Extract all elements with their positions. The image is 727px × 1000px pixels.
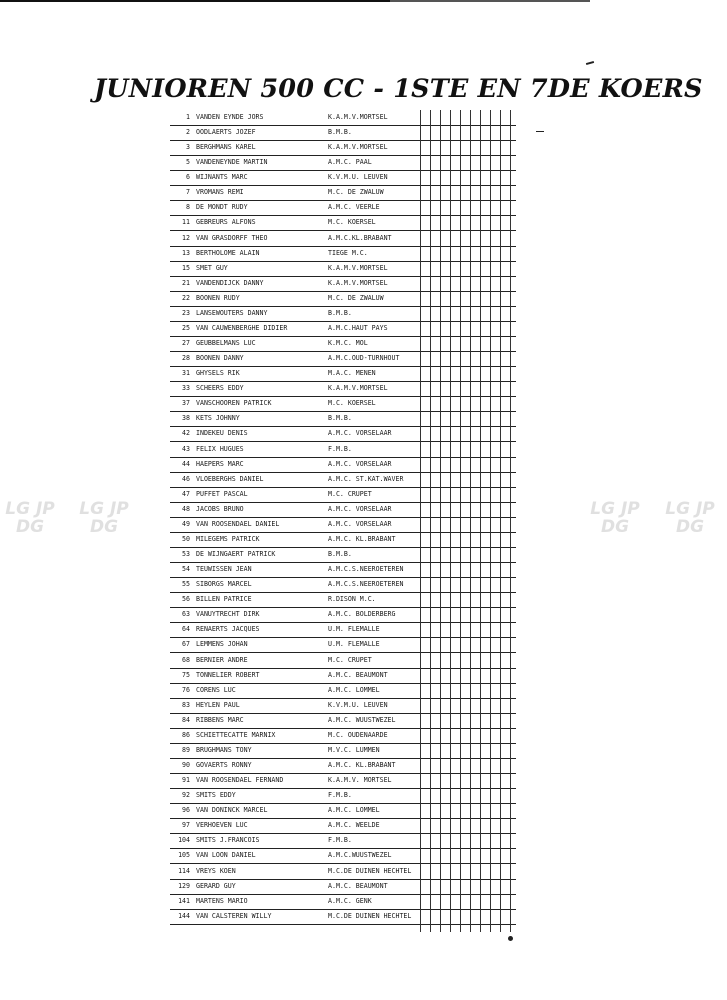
rider-club: A.M.C.HAUT PAYS [328,323,388,332]
rider-name: LEMMENS JOHAN [196,640,248,649]
rider-club: A.M.C. VORSELAAR [328,459,392,468]
table-row [170,306,516,322]
rider-club: B.M.B. [328,308,352,317]
table-row [170,773,516,789]
rider-club: A.M.C. LOMMEL [328,806,380,815]
rider-club: B.M.B. [328,550,352,559]
rider-name: TEUWISSEN JEAN [196,565,252,574]
grid-line [480,110,481,932]
rider-club: M.C. OUDENAARDE [328,730,388,739]
rider-number: 144 [178,911,190,920]
table-row [170,411,516,427]
rider-club: U.M. FLEMALLE [328,640,380,649]
rider-club: A.M.C. PAAL [328,158,372,167]
rider-club: K.A.M.V.MORTSEL [328,278,388,287]
table-row [170,472,516,488]
rider-name: BERTHOLOME ALAIN [196,248,260,257]
rider-number: 37 [182,399,190,408]
table-row [170,426,516,442]
rider-name: VLOEBERGHS DANIEL [196,474,264,483]
rider-list-table [170,110,516,934]
rider-name: VAN CALSTEREN WILLY [196,911,272,920]
table-row [170,517,516,533]
rider-club: M.A.C. MENEN [328,369,376,378]
rider-club: F.M.B. [328,444,352,453]
rider-name: MILEGEMS PATRICK [196,534,260,543]
rider-club: A.M.C.OUD-TURNHOUT [328,354,400,363]
rider-number: 6 [186,173,190,182]
rider-name: DE WIJNGAERT PATRICK [196,550,276,559]
rider-number: 47 [182,489,190,498]
rider-club: TIEGE M.C. [328,248,368,257]
rider-name: VANSCHOOREN PATRICK [196,399,272,408]
rider-number: 54 [182,565,190,574]
rider-club: A.M.C. BEAUMONT [328,670,388,679]
grid-line [430,110,431,932]
rider-club: K.A.M.V.MORTSEL [328,143,388,152]
rider-name: GEBREURS ALFONS [196,218,256,227]
rider-number: 141 [178,896,190,905]
rider-club: F.M.B. [328,836,352,845]
rider-name: HEYLEN PAUL [196,700,240,709]
rider-name: VERHOEVEN LUC [196,821,248,830]
rider-club: A.M.C. BOLDERBERG [328,610,396,619]
table-row [170,713,516,729]
rider-club: A.M.C. WEELDE [328,821,380,830]
table-row [170,788,516,804]
table-row [170,592,516,608]
rider-number: 38 [182,414,190,423]
table-row [170,653,516,669]
rider-name: VAN ROOSENDAEL FERNAND [196,776,284,785]
rider-number: 1 [186,113,190,121]
rider-number: 46 [182,474,190,483]
rider-club: M.C.DE DUINEN HECHTEL [328,866,412,875]
rider-club: U.M. FLEMALLE [328,625,380,634]
rider-club: M.C. DE ZWALUW [328,293,384,302]
table-row [170,366,516,382]
watermark-logo [0,500,60,575]
rider-club: A.M.C. VORSELAAR [328,519,392,528]
table-row [170,200,516,216]
table-row [170,231,516,247]
table-row [170,140,516,156]
table-row [170,291,516,307]
rider-name: SCHIETTECATTE MARNIX [196,730,276,739]
rider-club: A.M.C.WUUSTWEZEL [328,851,392,860]
rider-club: K.V.M.U. LEUVEN [328,700,388,709]
rider-club: A.M.C.S.NEEROETEREN [328,565,404,574]
table-row [170,758,516,774]
rider-name: VAN ROOSENDAEL DANIEL [196,519,280,528]
rider-number: 21 [182,278,190,287]
table-row [170,864,516,880]
rider-name: VREYS KOEN [196,866,236,875]
watermark-text: LG JP DG [5,499,55,537]
rider-number: 55 [182,580,190,589]
rider-name: VANDEN EYNDE JORS [196,113,264,121]
grid-line [490,110,491,932]
table-row [170,396,516,412]
rider-club: A.M.C. VORSELAAR [328,504,392,513]
rider-name: GHYSELS RIK [196,369,240,378]
table-row [170,743,516,759]
rider-number: 89 [182,745,190,754]
rider-number: 23 [182,308,190,317]
rider-number: 86 [182,730,190,739]
rider-club: M.V.C. LUMMEN [328,745,380,754]
table-row [170,683,516,699]
rider-name: MARTENS MARIO [196,896,248,905]
rider-name: FELIX HUGUES [196,444,244,453]
scan-mark [508,936,513,941]
rider-number: 76 [182,685,190,694]
watermark-logo [74,500,134,575]
rider-club: B.M.B. [328,414,352,423]
rider-name: SCHEERS EDDY [196,384,244,393]
rider-number: 75 [182,670,190,679]
rider-club: M.C. DE ZWALUW [328,188,384,197]
rider-club: R.DISON M.C. [328,595,376,604]
table-row [170,246,516,262]
rider-number: 31 [182,369,190,378]
rider-number: 2 [186,128,190,137]
rider-club: K.A.M.V.MORTSEL [328,113,388,121]
rider-name: BOONEN DANNY [196,354,244,363]
rider-number: 91 [182,776,190,785]
rider-number: 64 [182,625,190,634]
rider-name: SIBORGS MARCEL [196,580,252,589]
table-row [170,502,516,518]
rider-name: DE MONDT RUDY [196,203,248,212]
rider-club: K.A.M.V.MORTSEL [328,263,388,272]
rider-number: 33 [182,384,190,393]
scan-mark [586,61,594,65]
rider-number: 3 [186,143,190,152]
rider-number: 105 [178,851,190,860]
rider-name: GERARD GUY [196,881,236,890]
rider-name: BERNIER ANDRE [196,655,248,664]
rider-number: 42 [182,429,190,438]
table-row [170,125,516,141]
scan-mark [536,131,544,132]
table-row [170,547,516,563]
table-row [170,803,516,819]
rider-name: VANUYTRECHT DIRK [196,610,260,619]
table-row [170,336,516,352]
rider-club: K.V.M.U. LEUVEN [328,173,388,182]
watermark-text: LG JP DG [590,499,640,537]
grid-line [510,110,511,932]
rider-name: OODLAERTS JOZEF [196,128,256,137]
table-row [170,261,516,277]
rider-number: 104 [178,836,190,845]
rider-name: HAEPERS MARC [196,459,244,468]
rider-club: B.M.B. [328,128,352,137]
table-row [170,321,516,337]
watermark-text: LG JP DG [79,499,129,537]
scan-edge-line [390,0,590,2]
table-row [170,562,516,578]
table-row [170,532,516,548]
rider-club: M.C. CRUPET [328,489,372,498]
rider-number: 97 [182,821,190,830]
rider-number: 90 [182,761,190,769]
rider-club: A.M.C. WUUSTWEZEL [328,715,396,724]
table-row [170,818,516,834]
rider-club: A.M.C. GENK [328,896,372,905]
watermark-logo [585,500,645,575]
rider-number: 84 [182,715,190,724]
rider-club: A.M.C. BEAUMONT [328,881,388,890]
rider-club: M.C.DE DUINEN HECHTEL [328,911,412,920]
rider-name: JACOBS BRUNO [196,504,244,513]
table-row [170,668,516,684]
rider-name: LANSEWOUTERS DANNY [196,308,268,317]
rider-club: M.C. KOERSEL [328,218,376,227]
grid-line [450,110,451,932]
grid-line [440,110,441,932]
grid-line [470,110,471,932]
table-row [170,607,516,623]
rider-number: 92 [182,791,190,800]
rider-name: BRUGHMANS TONY [196,745,252,754]
rider-club: A.M.C. VEERLE [328,203,380,212]
rider-name: BERGHMANS KAREL [196,143,256,152]
rider-number: 43 [182,444,190,453]
table-row [170,185,516,201]
grid-line [420,110,421,932]
table-row [170,442,516,458]
rider-club: K.A.M.V. MORTSEL [328,776,392,785]
rider-number: 15 [182,263,190,272]
rider-club: M.C. KOERSEL [328,399,376,408]
table-row [170,698,516,714]
rider-name: VAN GRASDORFF THEO [196,233,268,242]
rider-name: SMITS J.FRANCOIS [196,836,260,845]
rider-name: GOVAERTS RONNY [196,761,252,769]
rider-club: K.A.M.V.MORTSEL [328,384,388,393]
watermark-text: LG JP DG [665,499,715,537]
table-row [170,110,516,126]
table-row [170,728,516,744]
rider-club: A.M.C. ST.KAT.WAVER [328,474,404,483]
table-row [170,577,516,593]
rider-number: 114 [178,866,190,875]
scan-edge-shadow [0,0,390,8]
rider-name: PUFFET PASCAL [196,489,248,498]
table-row [170,909,516,925]
rider-number: 83 [182,700,190,709]
table-row [170,622,516,638]
table-row [170,381,516,397]
rider-number: 25 [182,323,190,332]
watermark-logo [660,500,720,575]
rider-number: 53 [182,550,190,559]
rider-name: BILLEN PATRICE [196,595,252,604]
rider-number: 63 [182,610,190,619]
rider-club: K.M.C. MOL [328,339,368,348]
rider-club: M.C. CRUPET [328,655,372,664]
rider-club: A.M.C.KL.BRABANT [328,233,392,242]
rider-name: SMITS EDDY [196,791,236,800]
rider-name: VAN DONINCK MARCEL [196,806,268,815]
rider-number: 27 [182,339,190,348]
rider-name: SMET GUY [196,263,228,272]
rider-name: KETS JOHNNY [196,414,240,423]
rider-number: 96 [182,806,190,815]
document-title: JUNIOREN 500 CC - 1STE EN 7DE KOERS [94,74,703,104]
table-row [170,276,516,292]
rider-name: CORENS LUC [196,685,236,694]
rider-number: 22 [182,293,190,302]
table-row [170,457,516,473]
rider-name: VANDENDIJCK DANNY [196,278,264,287]
table-row [170,170,516,186]
table-row [170,487,516,503]
rider-name: INDEKEU DENIS [196,429,248,438]
grid-line [500,110,501,932]
rider-number: 68 [182,655,190,664]
rider-club: A.M.C. KL.BRABANT [328,534,396,543]
rider-name: WIJNANTS MARC [196,173,248,182]
rider-club: A.M.C. LOMMEL [328,685,380,694]
rider-number: 50 [182,534,190,543]
rider-club: A.M.C.S.NEEROETEREN [328,580,404,589]
rider-number: 13 [182,248,190,257]
rider-name: VAN CAUWENBERGHE DIDIER [196,323,288,332]
rider-club: A.M.C. KL.BRABANT [328,761,396,769]
rider-number: 56 [182,595,190,604]
rider-club: F.M.B. [328,791,352,800]
rider-name: RENAERTS JACQUES [196,625,260,634]
table-row [170,215,516,231]
table-row [170,637,516,653]
rider-name: GEUBBELMANS LUC [196,339,256,348]
rider-name: TONNELIER ROBERT [196,670,260,679]
rider-number: 49 [182,519,190,528]
rider-number: 5 [186,158,190,167]
rider-number: 48 [182,504,190,513]
rider-number: 11 [182,218,190,227]
rider-number: 129 [178,881,190,890]
table-row [170,155,516,171]
table-row [170,833,516,849]
rider-club: A.M.C. VORSELAAR [328,429,392,438]
table-row [170,351,516,367]
table-row [170,879,516,895]
grid-line [460,110,461,932]
rider-name: VAN LOON DANIEL [196,851,256,860]
rider-number: 8 [186,203,190,212]
rider-name: BOONEN RUDY [196,293,240,302]
rider-number: 12 [182,233,190,242]
rider-name: VROMANS REMI [196,188,244,197]
rider-number: 28 [182,354,190,363]
table-row [170,848,516,864]
rider-number: 7 [186,188,190,197]
table-row [170,894,516,910]
rider-number: 44 [182,459,190,468]
rider-number: 67 [182,640,190,649]
rider-name: VANDENEYNDE MARTIN [196,158,268,167]
rider-name: RIBBENS MARC [196,715,244,724]
